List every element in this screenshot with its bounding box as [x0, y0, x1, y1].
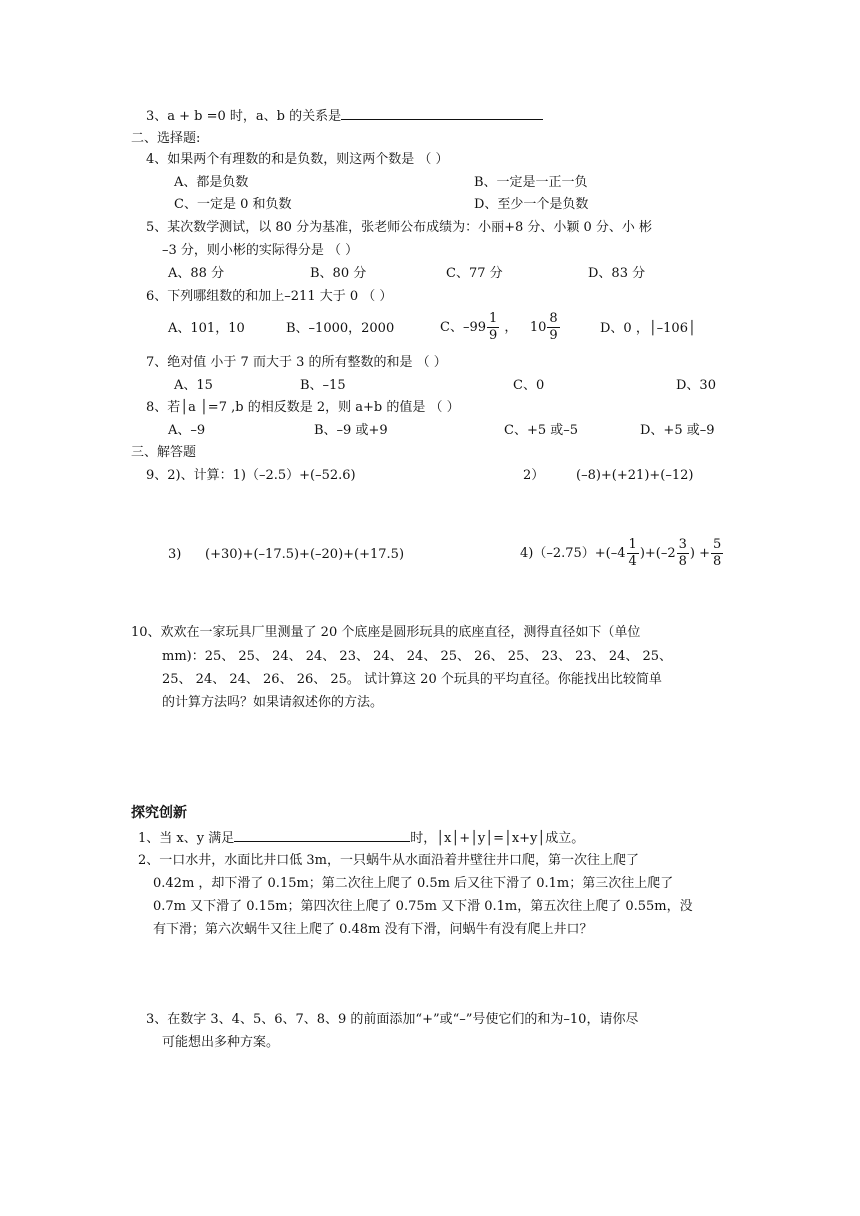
question-9-part-2-label: 2）: [523, 468, 545, 483]
option-c-prefix: C、–99: [440, 320, 486, 335]
fraction-denominator: 8: [713, 554, 722, 569]
question-9-part-3-label: 3): [168, 547, 182, 562]
question-3-text: 3、a + b =0 时，a、b 的关系是: [146, 109, 342, 124]
section-choice-heading: 二、选择题:: [131, 131, 201, 146]
question-8-option-d: D、+5 或–9: [640, 423, 715, 438]
question-9-part-1: 9、2)、计算：1)（–2.5）+(–52.6): [146, 468, 356, 483]
question-5-line-2: –3 分，则小彬的实际得分是 （ ）: [162, 243, 359, 258]
answer-blank: [341, 107, 543, 120]
question-7-option-b: B、–15: [300, 378, 346, 393]
explore-question-2-line-3: 0.7m 又下滑了 0.15m；第四次往上爬了 0.75m 又下滑 0.1m，第五次往上爬了 0.55m，没: [153, 899, 693, 914]
question-5-option-c: C、77 分: [446, 266, 503, 281]
fraction-denominator: 9: [489, 328, 498, 343]
part-4-text-c: ) +: [689, 546, 711, 561]
question-9-part-2-expression: (–8)+(+21)+(–12): [576, 468, 694, 483]
explore-q1-text-a: 1、当 x、y 满足: [138, 831, 235, 846]
question-6-option-b: B、–1000，2000: [286, 321, 395, 336]
question-8-stem: 8、若│a │=7 ,b 的相反数是 2，则 a+b 的值是 （ ）: [146, 400, 460, 415]
fraction-eight-ninths: [547, 311, 559, 344]
question-6-stem: 6、下列哪组数的和加上–211 大于 0 （ ）: [146, 289, 393, 304]
question-5-line-1: 5、某次数学测试，以 80 分为基准，张老师公布成绩为：小丽+8 分、小颖 0 分、小 彬: [146, 220, 653, 235]
explore-question-2-line-4: 有下滑；第六次蜗牛又往上爬了 0.48m 没有下滑，问蜗牛有没有爬上井口？: [153, 922, 593, 937]
question-5-option-a: A、88 分: [168, 266, 225, 281]
question-4-option-a: A、都是负数: [174, 175, 249, 190]
question-6-option-d: D、0 ，│–106│: [600, 321, 696, 336]
question-9-part-4: [520, 536, 724, 572]
question-5-option-d: D、83 分: [588, 266, 646, 281]
fraction-one-ninth: [487, 311, 499, 344]
fraction-one-quarter: [627, 537, 639, 570]
question-5-option-b: B、80 分: [310, 266, 367, 281]
fraction-numerator: 8: [549, 311, 558, 326]
question-6-option-a: A、101，10: [168, 321, 245, 336]
fraction-denominator: 9: [549, 328, 558, 343]
fraction-denominator: 8: [678, 554, 687, 569]
fraction-numerator: 3: [678, 537, 687, 552]
question-8-option-b: B、–9 或+9: [314, 423, 388, 438]
part-4-text-a: 4)（–2.75）+(–4: [520, 546, 626, 561]
fraction-denominator: 4: [628, 554, 637, 569]
explore-question-2-line-2: 0.42m ，却下滑了 0.15m；第二次往上爬了 0.5m 后又往下滑了 0.1m；第三次往上爬了: [153, 876, 674, 891]
question-3: [146, 107, 543, 126]
question-4-option-b: B、一定是一正一负: [474, 175, 588, 190]
question-8-option-c: C、+5 或–5: [504, 423, 579, 438]
option-c-separator: ，: [504, 320, 518, 335]
explore-question-1: [138, 829, 584, 848]
question-10-line-3: 25、 24、 24、 26、 26、 25。 试计算这 20 个玩具的平均直径。你能找出比较简单: [162, 672, 662, 687]
question-7-option-a: A、15: [174, 378, 213, 393]
fraction-three-eighths: [677, 537, 689, 570]
question-7-stem: 7、绝对值 小于 7 而大于 3 的所有整数的和是 （ ）: [146, 355, 447, 370]
explore-question-3-line-1: 3、在数字 3、4、5、6、7、8、9 的前面添加“+”或“–”号使它们的和为–10，请你尽: [146, 1012, 639, 1027]
question-10-line-2: mm)：25、 25、 24、 24、 23、 24、 24、 25、 26、 25、 23、 23、 24、 25、: [162, 649, 673, 664]
question-7-option-c: C、0: [513, 378, 545, 393]
question-4-stem: 4、如果两个有理数的和是负数，则这两个数是 （ ）: [146, 152, 449, 167]
section-answer-heading: 三、解答题: [131, 445, 197, 460]
part-4-text-b: )+(–2: [639, 546, 676, 561]
question-10-line-1: 10、欢欢在一家玩具厂里测量了 20 个底座是圆形玩具的底座直径，测得直径如下（单位: [131, 625, 641, 640]
question-6-option-c: [440, 310, 561, 346]
explore-q1-text-b: 时，│x│+│y│=│x+y│成立。: [410, 831, 585, 846]
option-c-whole: 10: [529, 320, 547, 335]
fraction-numerator: 5: [713, 537, 722, 552]
fraction-numerator: 1: [489, 311, 498, 326]
question-4-option-d: D、至少一个是负数: [474, 197, 589, 212]
explore-question-2-line-1: 2、一口水井，水面比井口低 3m，一只蜗牛从水面沿着井壁往井口爬，第一次往上爬了: [138, 853, 640, 868]
question-9-part-3-expression: (+30)+(–17.5)+(–20)+(+17.5): [205, 547, 405, 562]
fraction-five-eighths: [711, 537, 723, 570]
answer-blank: [234, 829, 410, 842]
question-4-option-c: C、一定是 0 和负数: [174, 197, 292, 212]
question-10-line-4: 的计算方法吗？如果请叙述你的方法。: [162, 695, 384, 710]
fraction-numerator: 1: [628, 537, 637, 552]
question-7-option-d: D、30: [676, 378, 716, 393]
question-8-option-a: A、–9: [168, 423, 206, 438]
explore-question-3-line-2: 可能想出多种方案。: [162, 1035, 280, 1050]
explore-heading: 探究创新: [131, 805, 187, 821]
